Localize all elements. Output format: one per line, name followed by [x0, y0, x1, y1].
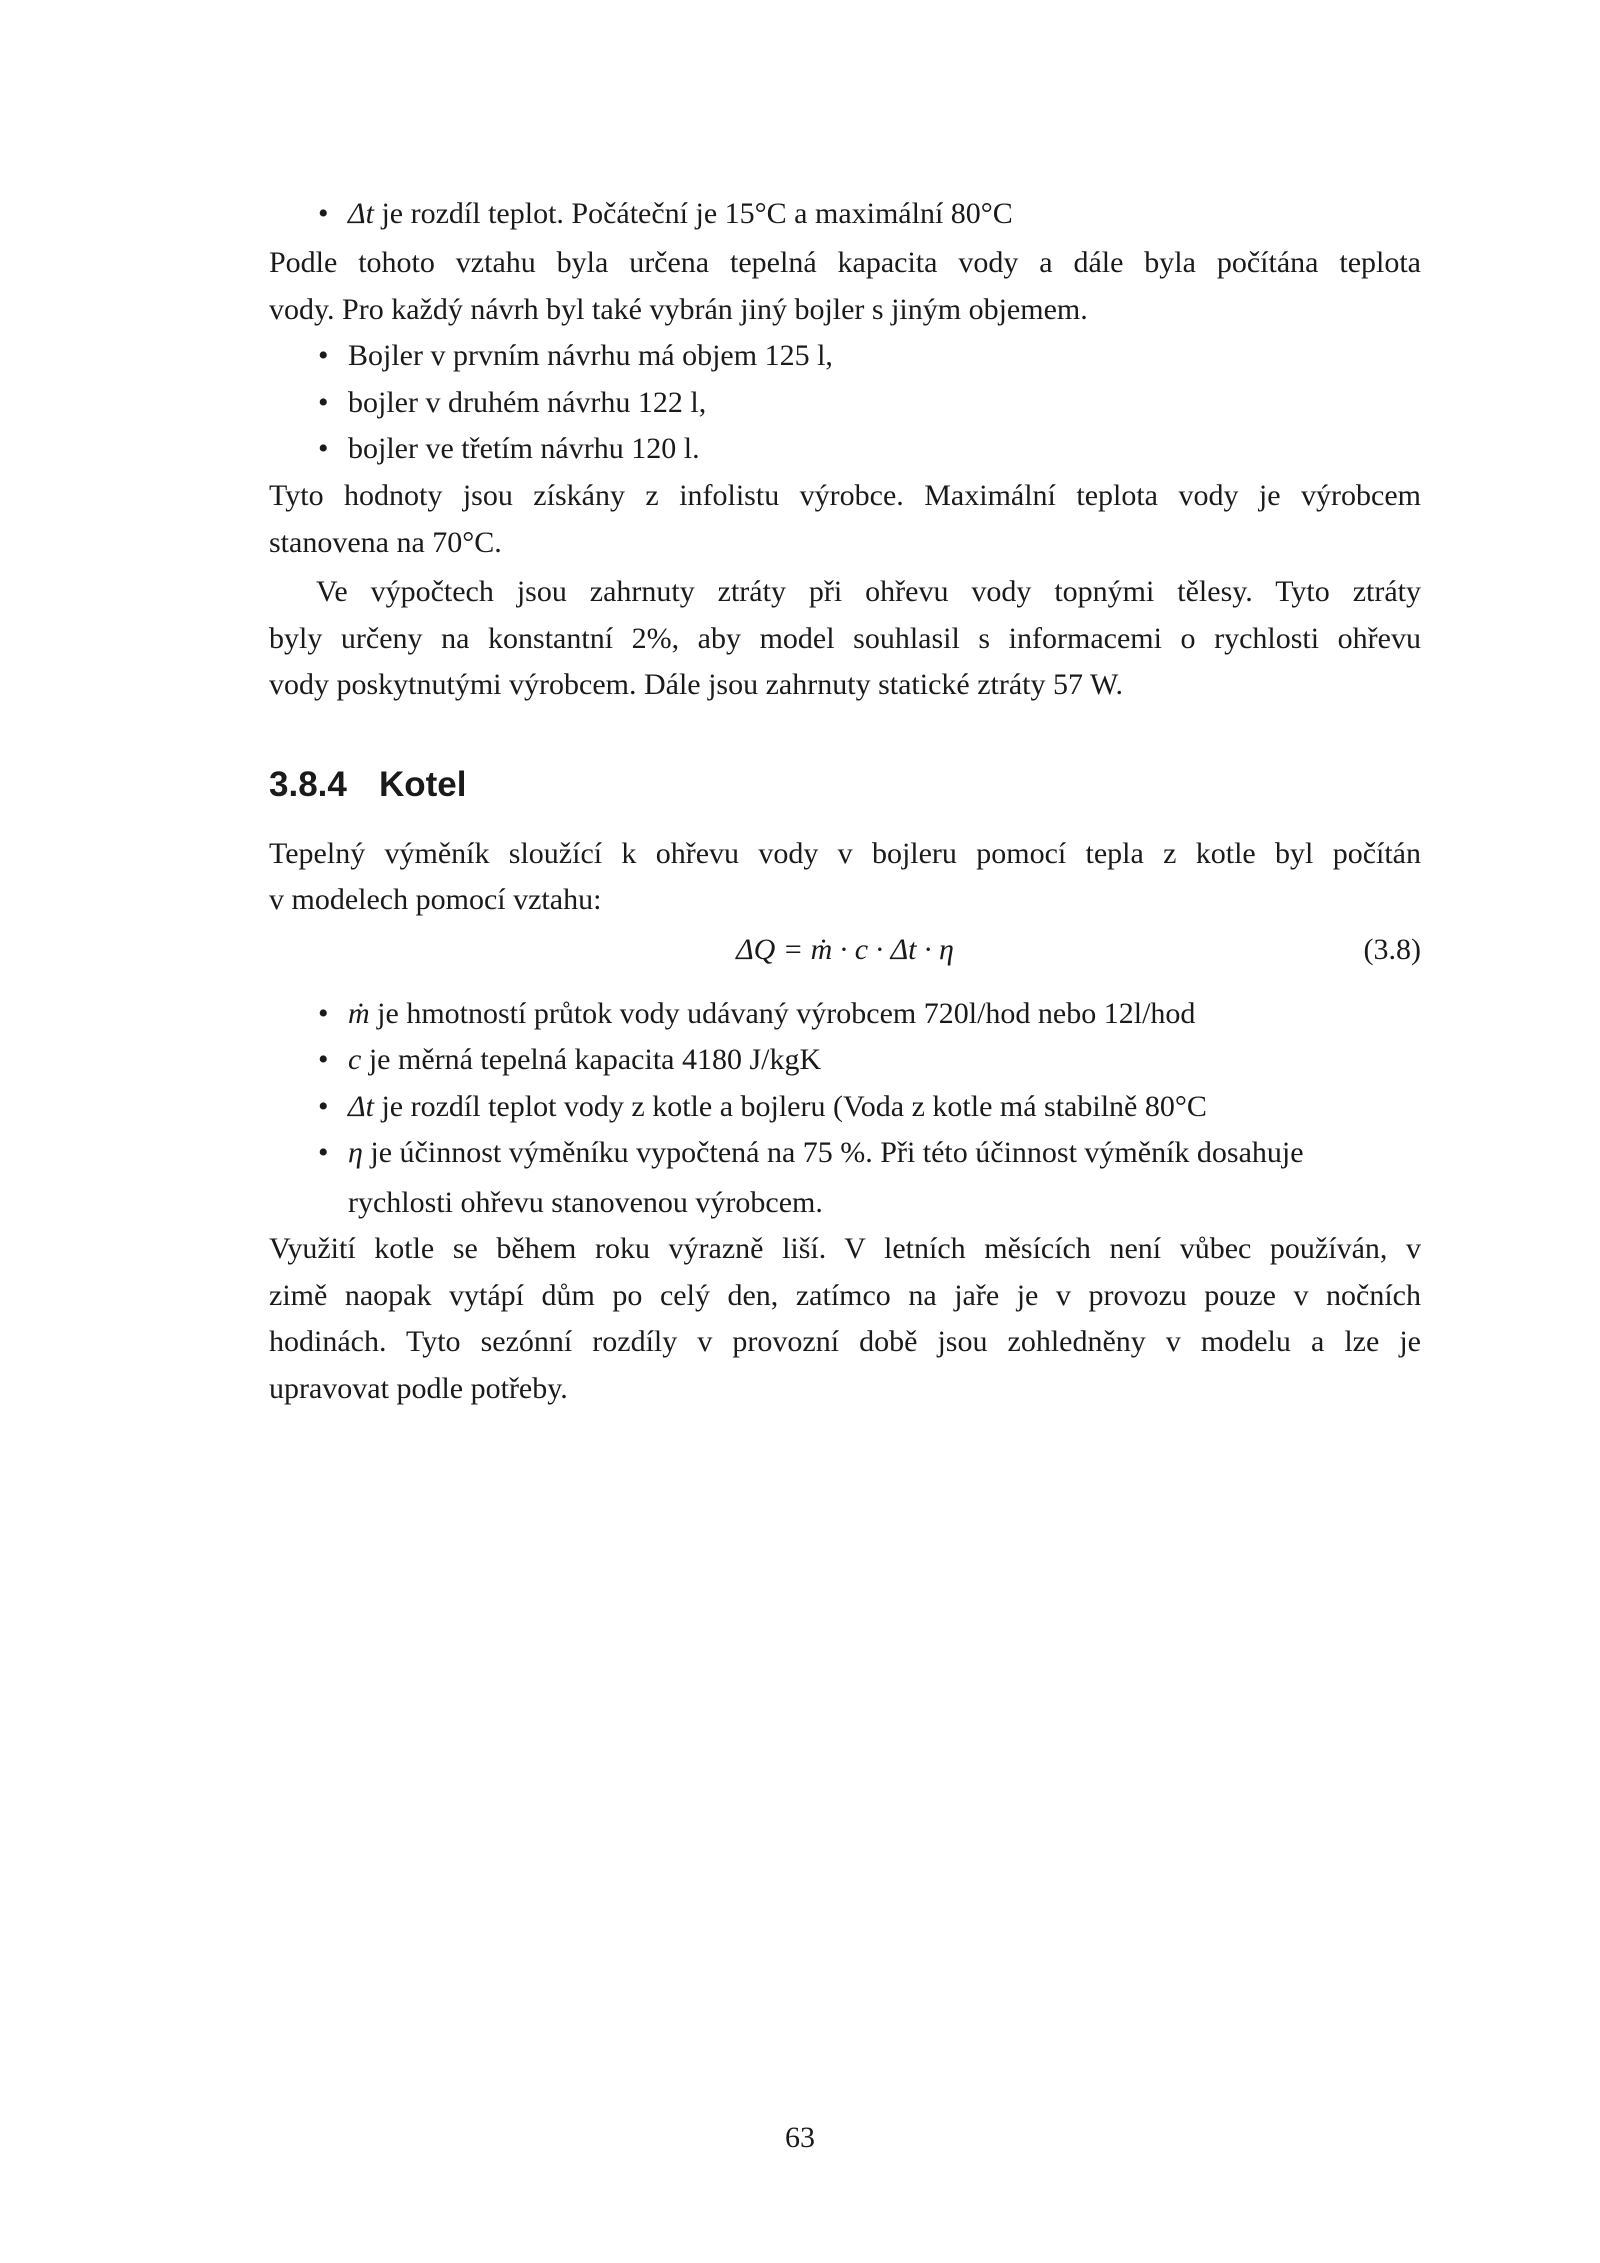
paragraph-line: vody. Pro každý návrh byl také vybrán jiný bojler s jiným objemem. [269, 293, 1088, 326]
section-number: 3.8.4 [269, 765, 347, 804]
bullet-icon: • [318, 339, 329, 372]
paragraph-line: Podle tohoto vztahu byla určena tepelná kapacita vody a dále byla počítána teplota [269, 246, 1421, 279]
list-item-continuation: rychlosti ohřevu stanovenou výrobcem. [348, 1186, 823, 1219]
bullet-icon: • [318, 432, 329, 465]
math-symbol: Δt [348, 1090, 374, 1123]
equation-formula: ΔQ = ṁ · c · Δt · η [736, 933, 954, 966]
paragraph-line: Ve výpočtech jsou zahrnuty ztráty při ohřevu vody topnými tělesy. Tyto ztráty [316, 575, 1421, 608]
bullet-icon: • [318, 386, 329, 419]
math-symbol: ṁ [348, 997, 370, 1030]
list-item-text: je účinnost výměníku vypočtená na 75 %. Při této účinnost výměník dosahuje [362, 1136, 1304, 1169]
math-symbol: η [348, 1136, 363, 1169]
paragraph-line: byly určeny na konstantní 2%, aby model souhlasil s informacemi o rychlosti ohřevu [269, 622, 1421, 655]
paragraph-line: zimě naopak vytápí dům po celý den, zatímco na jaře je v provozu pouze v nočních [269, 1279, 1421, 1312]
section-heading [269, 763, 467, 807]
paragraph-line: vody poskytnutými výrobcem. Dále jsou zahrnuty statické ztráty 57 W. [269, 668, 1124, 701]
list-item-text: bojler v druhém návrhu 122 l, [348, 386, 707, 419]
list-item [318, 1133, 1421, 1173]
paragraph-line: Tepelný výměník sloužící k ohřevu vody v bojleru pomocí tepla z kotle byl počítán [269, 837, 1421, 870]
list-item [318, 1087, 1421, 1127]
list-item [318, 994, 1421, 1034]
math-symbol: Δt [348, 197, 374, 230]
list-item [318, 383, 1421, 423]
list-item-text: je rozdíl teplot. Počáteční je 15°C a maximální 80°C [373, 197, 1013, 230]
bullet-icon: • [318, 1090, 329, 1123]
list-item-text: je hmotností průtok vody udávaný výrobcem 720l/hod nebo 12l/hod [369, 997, 1196, 1030]
paragraph-line: Využití kotle se během roku výrazně liší. V letních měsících není vůbec používán, v [269, 1232, 1421, 1265]
bullet-icon: • [318, 997, 329, 1030]
math-symbol: c [348, 1043, 362, 1076]
list-item [318, 1040, 1421, 1080]
list-item-text: je rozdíl teplot vody z kotle a bojleru (Voda z kotle má stabilně 80°C [373, 1090, 1207, 1123]
paragraph-line: stanovena na 70°C. [269, 526, 502, 559]
equation-number: (3.8) [1363, 933, 1421, 966]
paragraph-line: v modelech pomocí vztahu: [269, 883, 602, 916]
bullet-icon: • [318, 1043, 329, 1076]
list-item [318, 336, 1421, 376]
paragraph-line: Tyto hodnoty jsou získány z infolistu výrobce. Maximální teplota vody je výrobcem [269, 479, 1421, 512]
list-item [318, 194, 1421, 234]
page-number: 63 [785, 2121, 815, 2154]
paragraph-line: hodinách. Tyto sezónní rozdíly v provozní době jsou zohledněny v modelu a lze je [269, 1325, 1421, 1358]
list-item-text: Bojler v prvním návrhu má objem 125 l, [348, 339, 833, 372]
list-item-text: je měrná tepelná kapacita 4180 J/kgK [361, 1043, 822, 1076]
paragraph-line: upravovat podle potřeby. [269, 1372, 568, 1405]
bullet-icon: • [318, 197, 329, 230]
section-title: Kotel [379, 765, 467, 804]
list-item [318, 429, 1421, 469]
list-item-text: bojler ve třetím návrhu 120 l. [348, 432, 700, 465]
bullet-icon: • [318, 1136, 329, 1169]
